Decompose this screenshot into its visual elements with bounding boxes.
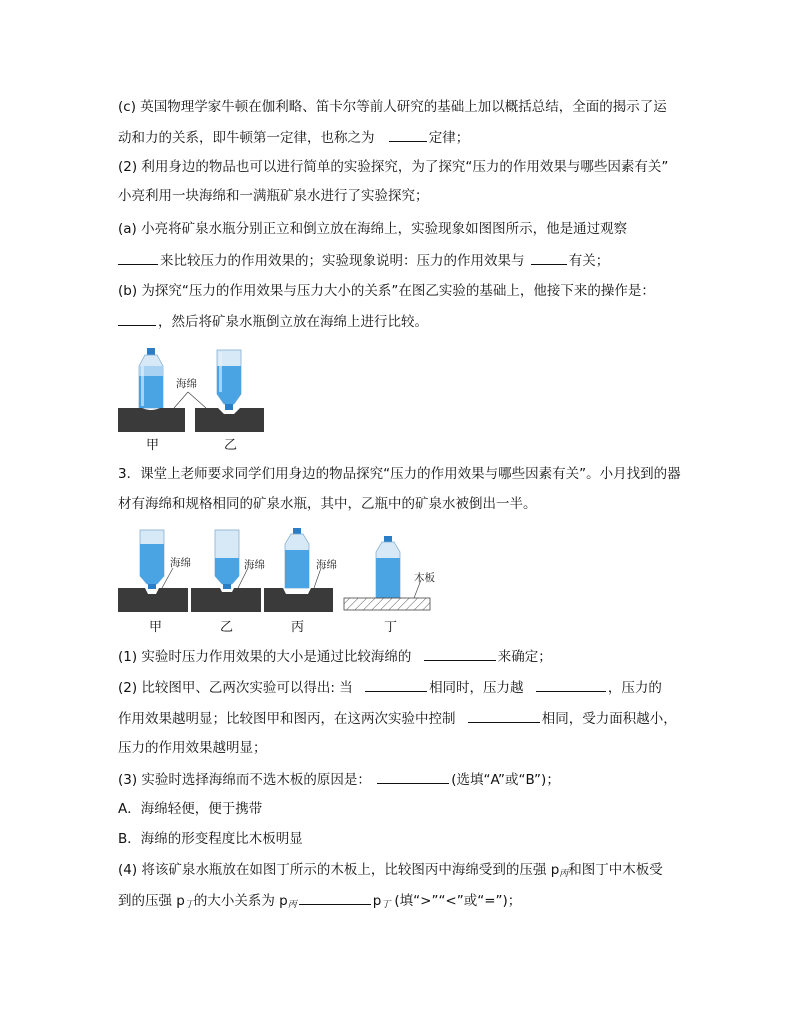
q3-option-a[interactable]: A．海绵轻便，便于携带	[118, 801, 263, 817]
q3-option-b[interactable]: B．海绵的形变程度比木板明显	[118, 831, 303, 847]
q2-b-text: ，然后将矿泉水瓶倒立放在海绵上进行比较。	[158, 314, 428, 330]
q2-b-blank[interactable]	[118, 311, 156, 326]
q3-p4-line1	[118, 860, 663, 884]
sponge-bing	[264, 588, 333, 612]
bottle-jia-icon	[140, 530, 164, 589]
q3-p4-line2-d: (填“>”“<”或“=”)；	[394, 893, 522, 909]
bottle-yi-icon	[215, 530, 239, 589]
q3-sponge-label-2: 海绵	[244, 559, 265, 571]
q3-label-bing: 丙	[291, 620, 305, 635]
q3-p2-text-b: 相同时，压力越	[429, 680, 524, 696]
wooden-board	[344, 598, 430, 610]
q2-a-line1: (a) 小亮将矿泉水瓶分别正立和倒立放在海绵上，实验现象如图图所示，他是通过观察	[118, 221, 628, 237]
q2-figure	[116, 342, 276, 442]
q3-p2-line2-text-b: 相同，受力面积越小，	[541, 711, 677, 727]
q3-p1	[118, 646, 552, 667]
q3-p4-blank[interactable]	[299, 890, 371, 905]
q2-a-blank-2[interactable]	[531, 250, 567, 265]
sponge-yi	[191, 588, 261, 612]
bottle-upright-icon	[139, 348, 163, 408]
q2-c-text-b: 定律；	[428, 130, 470, 146]
sponge-left	[118, 408, 185, 432]
q3-p4-sub-bing-2: 丙	[287, 900, 297, 910]
q2-p2-line1: (2) 利用身边的物品也可以进行简单的实验探究，为了探究“压力的作用效果与哪些因素有关”	[118, 159, 669, 175]
q3-p2-line2-text-a: 作用效果越明显；比较图甲和图丙，在这两次实验中控制	[118, 711, 456, 727]
q3-p4-text-a: (4) 将该矿泉水瓶放在如图丁所示的木板上，比较图丙中海绵受到的压强 p	[118, 862, 560, 878]
q3-label-ding: 丁	[384, 620, 398, 635]
q2-label-yi: 乙	[224, 438, 238, 453]
q3-p2-line1	[118, 677, 662, 698]
q3-p4-text-b: 和图丁中木板受	[568, 862, 663, 878]
bottle-inverted-icon	[217, 350, 241, 410]
q3-p1-blank[interactable]	[424, 646, 496, 661]
q3-p2-line3: 压力的作用效果越明显；	[118, 740, 267, 756]
q2-label-jia: 甲	[146, 438, 160, 453]
q2-b-line1: (b) 为探究“压力的作用效果与压力大小的关系”在图乙实验的基础上，他接下来的操作是：	[118, 283, 655, 299]
q3-p4-sub-ding-1: 丁	[184, 900, 194, 910]
q3-label-yi: 乙	[220, 620, 234, 635]
q2-c-text-a: 动和力的关系，即牛顿第一定律，也称之为	[118, 130, 375, 146]
q3-p2-text-c: ，压力的	[607, 680, 662, 696]
sponge-right	[195, 408, 264, 432]
q3-p2-line2	[118, 708, 677, 729]
q3-p3-blank[interactable]	[377, 769, 449, 784]
q3-p4-line2-b: 的大小关系为 p	[193, 893, 288, 909]
q2-a-line2	[118, 250, 609, 271]
bottle-bing-icon	[285, 528, 309, 588]
q2-b-line2	[118, 311, 428, 332]
q3-stem-line2: 材有海绵和规格相同的矿泉水瓶，其中，乙瓶中的矿泉水被倒出一半。	[118, 496, 537, 512]
q3-p4-sub-ding-2: 丁	[381, 900, 391, 910]
q3-p4-line2-c: p	[372, 893, 382, 909]
q3-p2-blank-3[interactable]	[468, 708, 540, 723]
q3-p4-line2-a: 到的压强 p	[118, 893, 185, 909]
q3-sponge-label-1: 海绵	[170, 557, 191, 569]
bottle-ding-icon	[376, 536, 400, 598]
q2-a-text-b: 有关；	[568, 253, 610, 269]
q3-p1-text-a: (1) 实验时压力作用效果的大小是通过比较海绵的	[118, 649, 412, 665]
q3-p1-text-b: 来确定；	[497, 649, 552, 665]
q2-a-blank-1[interactable]	[118, 250, 158, 265]
q3-p3-text-b: (选填“A”或“B”)；	[451, 772, 560, 788]
q2-c-blank[interactable]	[389, 127, 427, 142]
q3-sponge-label-3: 海绵	[316, 559, 337, 571]
q2-c-line1: (c) 英国物理学家牛顿在伽利略、笛卡尔等前人研究的基础上加以概括总结，全面的揭示了运	[118, 99, 667, 115]
sponge-jia	[118, 588, 188, 612]
q3-p2-blank-1[interactable]	[365, 677, 427, 692]
q3-p2-blank-2[interactable]	[536, 677, 606, 692]
q3-figure	[118, 524, 438, 619]
q2-a-text-a: 来比较压力的作用效果的；实验现象说明：压力的作用效果与	[160, 253, 525, 269]
q3-stem-line1: 3．课堂上老师要求同学们用身边的物品探究“压力的作用效果与哪些因素有关”。小月找到的器	[118, 466, 681, 482]
q2-p2-line2: 小亮利用一块海绵和一满瓶矿泉水进行了实验探究；	[118, 188, 429, 204]
q3-p4-sub-bing: 丙	[559, 869, 569, 879]
q3-label-jia: 甲	[149, 620, 163, 635]
q3-board-label: 木板	[414, 572, 435, 584]
q3-p3-text-a: (3) 实验时选择海绵而不选木板的原因是：	[118, 772, 371, 788]
q3-p2-text-a: (2) 比较图甲、乙两次实验可以得出: 当	[118, 680, 353, 696]
q2-sponge-label: 海绵	[176, 378, 197, 390]
q2-c-line2	[118, 127, 469, 148]
q3-p3	[118, 769, 560, 790]
q3-p4-line2	[118, 890, 521, 915]
